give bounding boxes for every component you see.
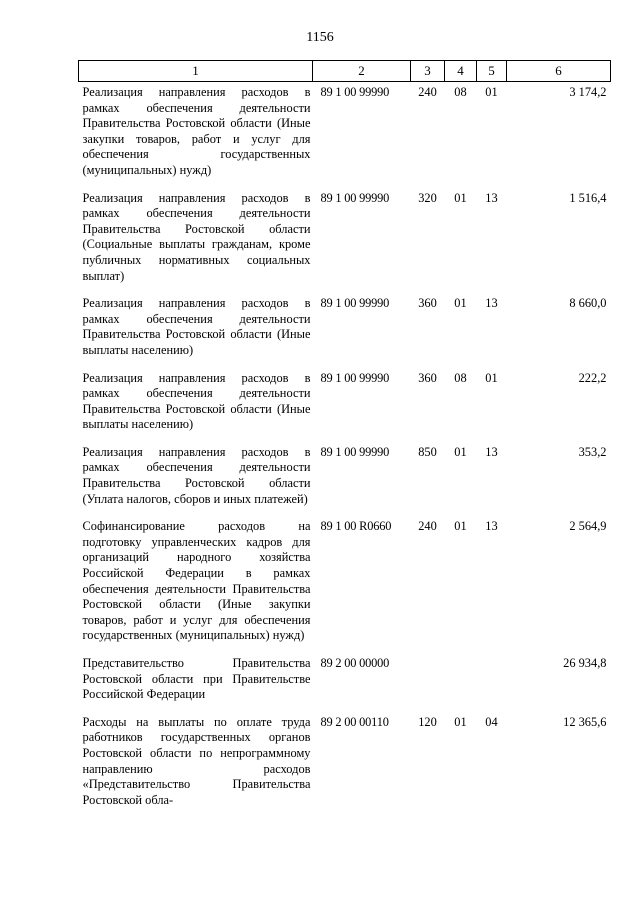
section: 08 — [454, 370, 467, 385]
section: 01 — [454, 296, 467, 311]
subsection: 13 — [485, 190, 498, 205]
section: 01 — [454, 190, 467, 205]
expense-type: 360 — [418, 296, 437, 311]
subsection: 13 — [485, 444, 498, 459]
section: 01 — [454, 444, 467, 459]
expense-type: 320 — [418, 190, 437, 205]
table-row — [79, 516, 611, 653]
target-code: 89 1 00 99990 — [320, 296, 390, 311]
amount: 12 365,6 — [563, 714, 607, 729]
subsection: 01 — [485, 85, 498, 99]
subsection: 13 — [485, 519, 498, 534]
table-row — [79, 188, 611, 294]
section — [445, 653, 477, 712]
budget-table — [78, 60, 611, 817]
header-row — [79, 61, 611, 82]
target-code: 89 1 00 99990 — [320, 190, 390, 205]
section: 08 — [454, 85, 467, 99]
target-code: 89 2 00 00110 — [320, 714, 389, 729]
expense-name: Реализация направления расходов в рамках обеспечения деятельности Правительства Ростовской области (Иные закупки товаров, работ и услуг для обеспечения государственных (муниципальных) нужд) — [82, 85, 311, 177]
amount: 1 516,4 — [569, 190, 607, 205]
table-row — [79, 653, 611, 712]
target-code: 89 1 00 99990 — [320, 444, 390, 459]
amount: 2 564,9 — [569, 519, 607, 534]
expense-type: 240 — [418, 519, 437, 534]
amount: 3 174,2 — [569, 85, 607, 99]
expense-type: 360 — [418, 370, 437, 385]
target-code: 89 1 00 99990 — [320, 370, 390, 385]
table-row — [79, 368, 611, 442]
target-code: 89 1 00 R0660 — [320, 519, 392, 534]
table-row — [79, 82, 611, 188]
target-code: 89 1 00 99990 — [320, 85, 390, 99]
table-row — [79, 712, 611, 818]
section: 01 — [454, 519, 467, 534]
amount: 26 934,8 — [563, 656, 607, 670]
amount: 353,2 — [578, 444, 607, 459]
expense-type — [411, 653, 445, 712]
expense-name: Реализация направления расходов в рамках обеспечения деятельности Правительства Ростовской области (Социальные выплаты гражданам, кроме публичных нормативных социальных выплат) — [82, 190, 311, 283]
column-header: 5 — [477, 61, 507, 82]
column-header: 3 — [411, 61, 445, 82]
expense-name: Софинансирование расходов на подготовку управленческих кадров для организаций народного хозяйства Российской Федерации в рамках обеспечения деятельности Правительства Ростовской области (Иные закупки товаров, работ и услуг для обеспечения государственных (муниципальных) нужд) — [82, 519, 311, 643]
column-header: 4 — [445, 61, 477, 82]
amount: 8 660,0 — [569, 296, 607, 311]
expense-name: Расходы на выплаты по оплате труда работников государственных органов Ростовской области по непрограммному направлению расходов «Представительство Правительства Ростовской обла- — [82, 714, 311, 807]
expense-type: 120 — [418, 714, 437, 729]
section: 01 — [454, 714, 467, 729]
column-header: 6 — [507, 61, 611, 82]
expense-type: 240 — [418, 85, 437, 99]
target-code: 89 2 00 00000 — [320, 656, 390, 670]
amount: 222,2 — [578, 370, 607, 385]
expense-name: Реализация направления расходов в рамках обеспечения деятельности Правительства Ростовской области (Иные выплаты населению) — [82, 296, 311, 357]
expense-name: Реализация направления расходов в рамках обеспечения деятельности Правительства Ростовской области (Уплата налогов, сборов и иных платежей) — [82, 444, 311, 506]
subsection: 13 — [485, 296, 498, 311]
table-row — [79, 442, 611, 516]
subsection — [477, 653, 507, 712]
table-row — [79, 293, 611, 367]
page-number: 1156 — [306, 30, 334, 45]
subsection: 01 — [485, 370, 498, 385]
column-header: 2 — [313, 61, 411, 82]
expense-name: Представительство Правительства Ростовской области при Правительстве Российской Федерации — [82, 656, 311, 702]
subsection: 04 — [485, 714, 498, 729]
column-header: 1 — [79, 61, 313, 82]
expense-type: 850 — [418, 444, 437, 459]
expense-name: Реализация направления расходов в рамках обеспечения деятельности Правительства Ростовской области (Иные выплаты населению) — [82, 370, 311, 432]
